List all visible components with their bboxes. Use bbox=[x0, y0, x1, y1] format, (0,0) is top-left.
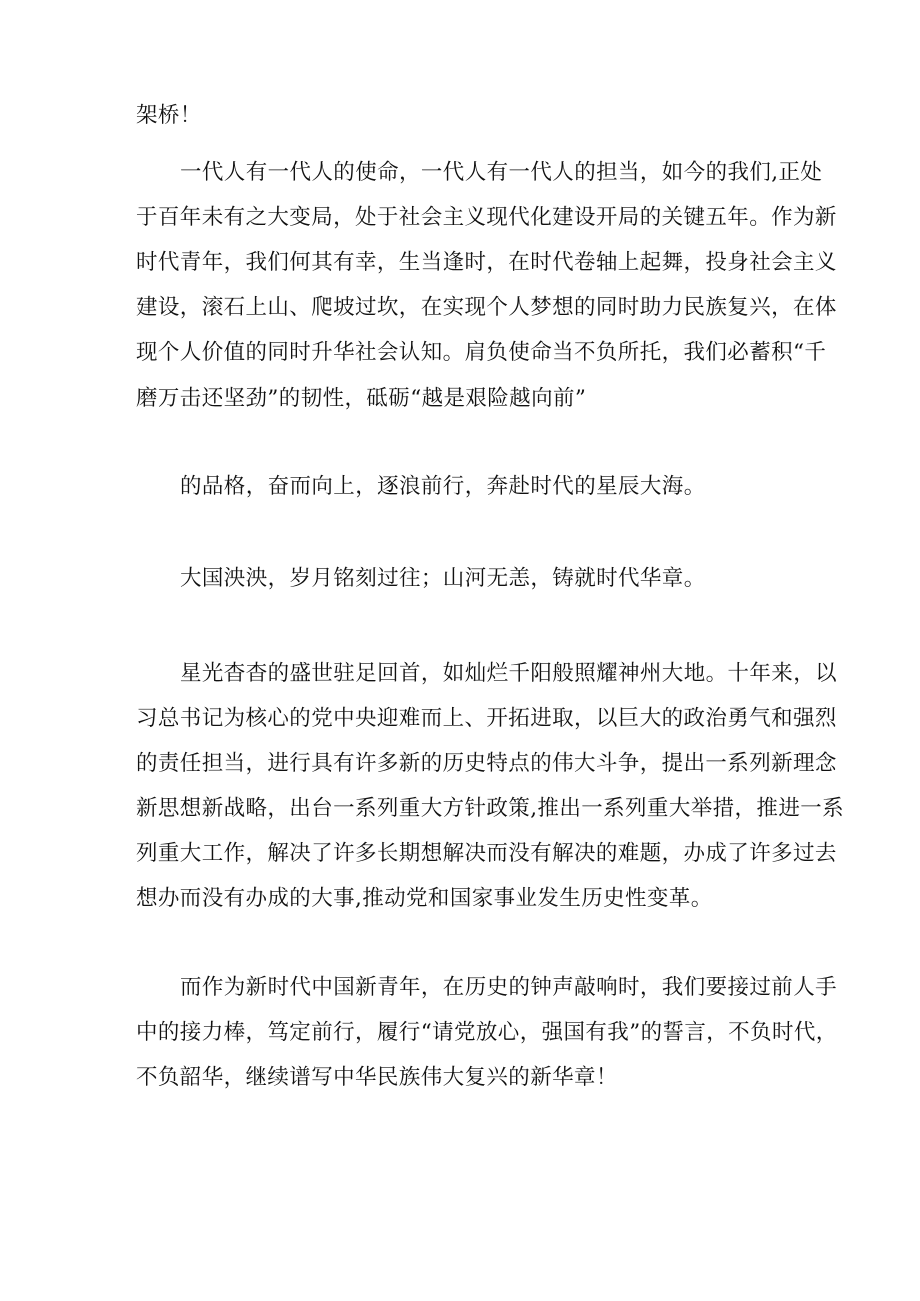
paragraph-6-line-2: 中的接力棒，笃定前行，履行“请党放心，强国有我”的誓言，不负时代， bbox=[136, 1020, 838, 1045]
paragraph-6-line-3: 不负韶华，继续谱写中华民族伟大复兴的新华章！ bbox=[136, 1065, 618, 1090]
paragraph-2-line-3: 时代青年，我们何其有幸，生当逢时，在时代卷轴上起舞，投身社会主义 bbox=[136, 250, 837, 275]
paragraph-5-line-1: 星光杳杳的盛世驻足回首，如灿烂千阳般照耀神州大地。十年来，以 bbox=[180, 661, 838, 686]
paragraph-2-line-2: 于百年未有之大变局，处于社会主义现代化建设开局的关键五年。作为新 bbox=[136, 205, 837, 230]
paragraph-2-line-1: 一代人有一代人的使命，一代人有一代人的担当，如今的我们,正处 bbox=[180, 160, 823, 185]
paragraph-2-line-4: 建设，滚石上山、爬坡过坎，在实现个人梦想的同时助力民族复兴，在体 bbox=[136, 295, 837, 320]
paragraph-6-line-1: 而作为新时代中国新青年，在历史的钟声敲响时，我们要接过前人手 bbox=[180, 975, 838, 1000]
paragraph-4-line-1: 大国泱泱，岁月铭刻过往；山河无恙，铸就时代华章。 bbox=[180, 566, 706, 591]
paragraph-2-line-6: 磨万击还坚劲”的韧性，砥砺“越是艰险越向前” bbox=[136, 386, 587, 411]
paragraph-5-line-3: 的责任担当，进行具有许多新的历史特点的伟大斗争，提出一系列新理念 bbox=[136, 751, 837, 776]
paragraph-1-line-1: 架桥！ bbox=[136, 103, 202, 128]
paragraph-2-line-5: 现个人价值的同时升华社会认知。肩负使命当不负所托，我们必蓄积“千 bbox=[136, 340, 827, 365]
paragraph-5-line-5: 列重大工作，解决了许多长期想解决而没有解决的难题，办成了许多过去 bbox=[136, 841, 837, 866]
paragraph-5-line-4: 新思想新战略，出台一系列重大方针政策,推出一系列重大举措，推进一系 bbox=[136, 796, 845, 821]
paragraph-5-line-6: 想办而没有办成的大事,推动党和国家事业发生历史性变革。 bbox=[136, 886, 713, 911]
paragraph-5-line-2: 习总书记为核心的党中央迎难而上、开拓进取，以巨大的政治勇气和强烈 bbox=[136, 706, 837, 731]
paragraph-3-line-1: 的品格，奋而向上，逐浪前行，奔赴时代的星辰大海。 bbox=[180, 474, 706, 499]
